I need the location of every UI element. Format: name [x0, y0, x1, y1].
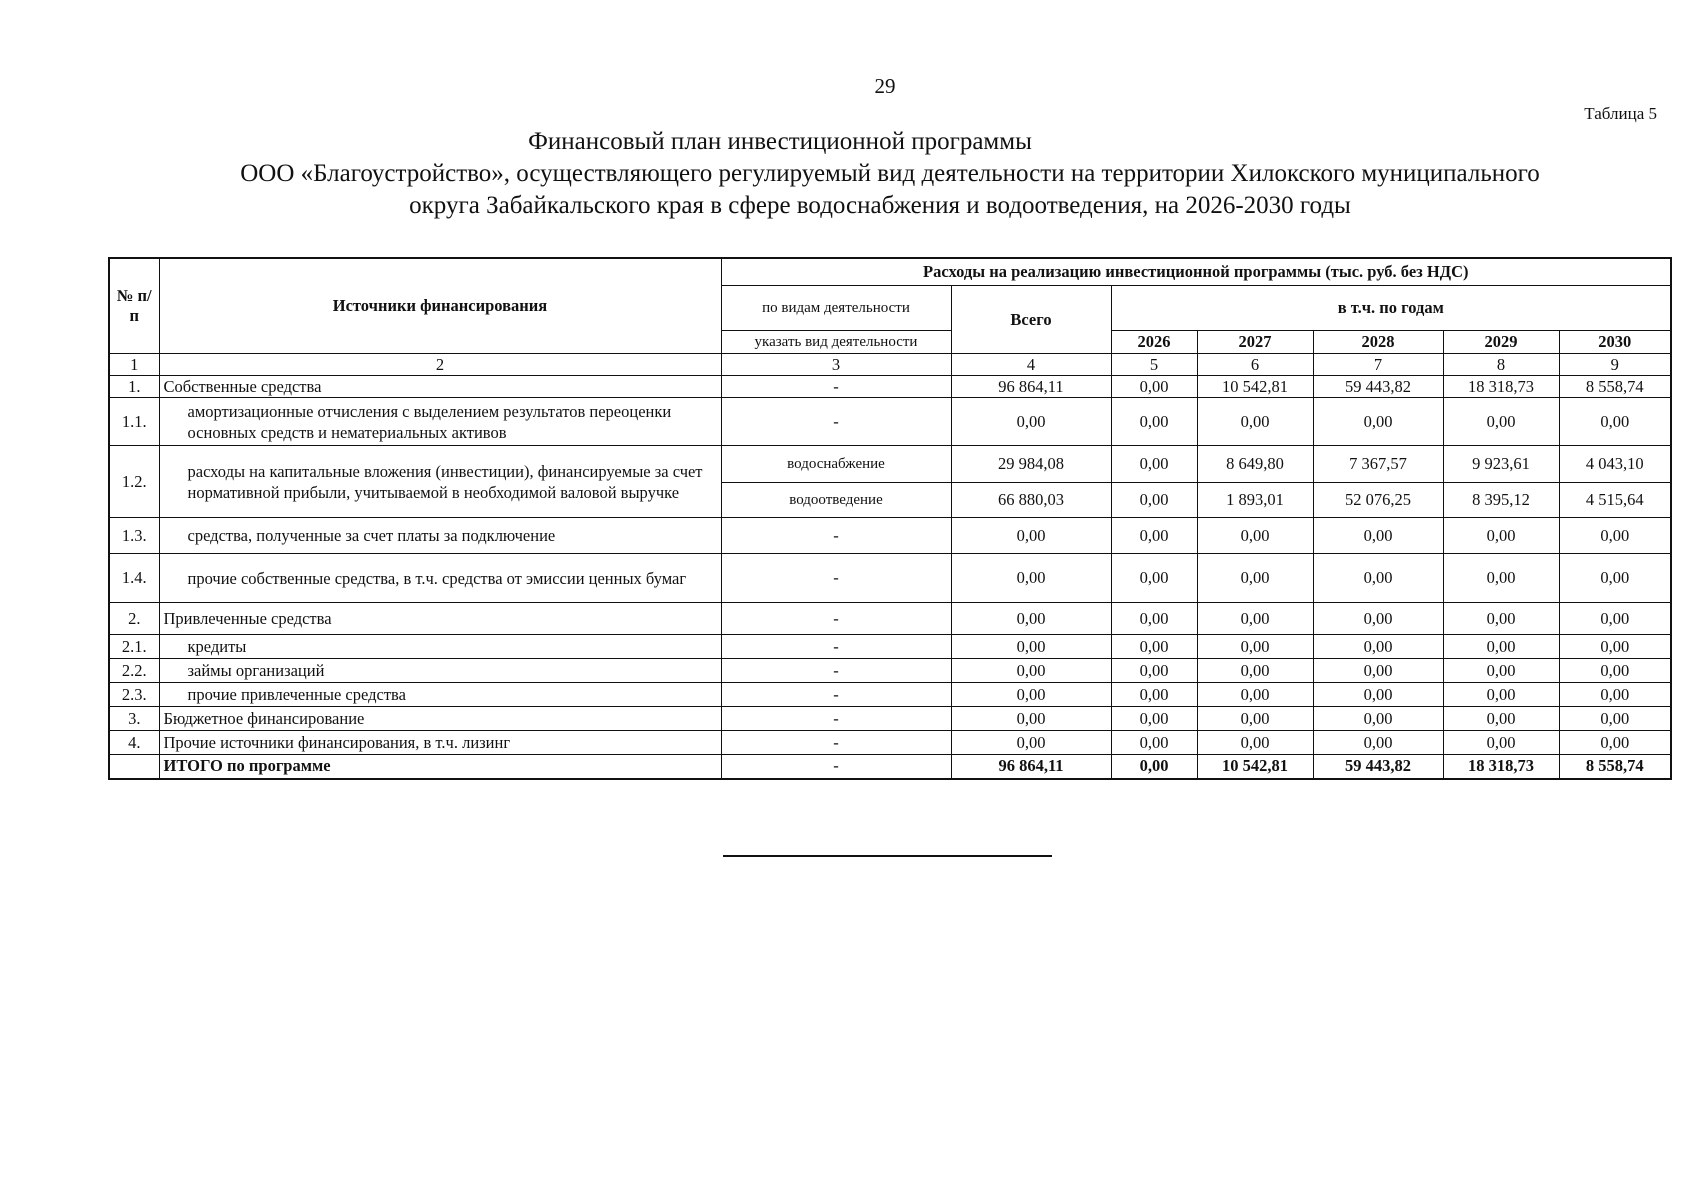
col-number: 6: [1197, 354, 1313, 376]
row-activity: -: [721, 398, 951, 446]
row-year-value: 0,00: [1111, 446, 1197, 483]
page-number: 29: [874, 74, 896, 98]
row-total: 0,00: [951, 518, 1111, 554]
row-total: 0,00: [951, 554, 1111, 603]
row-num: 2.: [109, 603, 159, 635]
row-num: 1.1.: [109, 398, 159, 446]
row-num: 2.1.: [109, 635, 159, 659]
col-number: 8: [1443, 354, 1559, 376]
table-row: [109, 707, 1671, 731]
row-num: 2.3.: [109, 683, 159, 707]
row-year-value: 8 649,80: [1197, 446, 1313, 483]
row-year-value: 0,00: [1111, 683, 1197, 707]
row-year-value: 0,00: [1443, 603, 1559, 635]
col-number: 9: [1559, 354, 1671, 376]
table-row: [109, 554, 1671, 603]
row-year-value: 4 043,10: [1559, 446, 1671, 483]
table-row: [109, 446, 1671, 483]
row-num: 3.: [109, 707, 159, 731]
row-year-value: 7 367,57: [1313, 446, 1443, 483]
row-year-value: 0,00: [1313, 603, 1443, 635]
row-activity: -: [721, 755, 951, 779]
row-year-value: 0,00: [1111, 483, 1197, 518]
header-year: 2028: [1313, 331, 1443, 354]
header-sources: Источники финансирования: [159, 258, 721, 354]
row-year-value: 0,00: [1111, 518, 1197, 554]
header-num: № п/п: [109, 258, 159, 354]
row-total: 0,00: [951, 683, 1111, 707]
document-title-line-2: ООО «Благоустройство», осуществляющего регулируемый вид деятельности на территории Хилокского муниципального: [240, 160, 1540, 187]
row-source: Собственные средства: [159, 376, 721, 398]
row-year-value: 18 318,73: [1443, 376, 1559, 398]
row-year-value: 0,00: [1111, 603, 1197, 635]
row-year-value: 0,00: [1111, 731, 1197, 755]
row-year-value: 0,00: [1443, 659, 1559, 683]
row-year-value: 9 923,61: [1443, 446, 1559, 483]
row-year-value: 0,00: [1197, 707, 1313, 731]
row-year-value: 0,00: [1111, 376, 1197, 398]
row-year-value: 0,00: [1559, 683, 1671, 707]
row-total: 0,00: [951, 659, 1111, 683]
row-num: 1.3.: [109, 518, 159, 554]
row-total: 0,00: [951, 731, 1111, 755]
row-year-value: 0,00: [1443, 683, 1559, 707]
row-num: 1.: [109, 376, 159, 398]
row-year-value: 0,00: [1197, 683, 1313, 707]
row-year-value: 8 558,74: [1559, 755, 1671, 779]
row-source: Прочие источники финансирования, в т.ч. лизинг: [159, 731, 721, 755]
document-title-line-1: Финансовый план инвестиционной программы: [528, 128, 1032, 155]
row-year-value: 0,00: [1313, 635, 1443, 659]
row-year-value: 0,00: [1443, 398, 1559, 446]
header-total: Всего: [951, 286, 1111, 354]
row-year-value: 59 443,82: [1313, 376, 1443, 398]
row-total: 0,00: [951, 603, 1111, 635]
row-activity: -: [721, 707, 951, 731]
row-activity: -: [721, 376, 951, 398]
row-year-value: 0,00: [1559, 398, 1671, 446]
header-year: 2030: [1559, 331, 1671, 354]
row-year-value: 10 542,81: [1197, 376, 1313, 398]
row-year-value: 1 893,01: [1197, 483, 1313, 518]
col-number: 2: [159, 354, 721, 376]
row-activity: -: [721, 635, 951, 659]
row-total: 0,00: [951, 398, 1111, 446]
row-year-value: 0,00: [1197, 731, 1313, 755]
row-year-value: 0,00: [1313, 398, 1443, 446]
row-year-value: 8 395,12: [1443, 483, 1559, 518]
row-year-value: 0,00: [1313, 659, 1443, 683]
financial-plan-table: [108, 257, 1672, 780]
header-year: 2029: [1443, 331, 1559, 354]
row-year-value: 0,00: [1559, 603, 1671, 635]
row-activity: водоснабжение: [721, 446, 951, 483]
col-number: 1: [109, 354, 159, 376]
row-num: 4.: [109, 731, 159, 755]
row-year-value: 0,00: [1111, 707, 1197, 731]
row-year-value: 0,00: [1559, 659, 1671, 683]
row-year-value: 0,00: [1111, 398, 1197, 446]
row-year-value: 0,00: [1313, 683, 1443, 707]
row-year-value: 52 076,25: [1313, 483, 1443, 518]
row-source: Привлеченные средства: [159, 603, 721, 635]
row-source: средства, полученные за счет платы за подключение: [159, 518, 721, 554]
row-year-value: 0,00: [1197, 518, 1313, 554]
row-year-value: 0,00: [1559, 554, 1671, 603]
row-year-value: 0,00: [1443, 707, 1559, 731]
row-year-value: 0,00: [1443, 518, 1559, 554]
row-year-value: 4 515,64: [1559, 483, 1671, 518]
row-year-value: 8 558,74: [1559, 376, 1671, 398]
header-by-years: в т.ч. по годам: [1111, 286, 1671, 331]
row-year-value: 0,00: [1111, 554, 1197, 603]
end-rule: [723, 855, 1052, 857]
col-number: 5: [1111, 354, 1197, 376]
row-source: ИТОГО по программе: [159, 755, 721, 779]
header-year: 2027: [1197, 331, 1313, 354]
row-year-value: 0,00: [1197, 603, 1313, 635]
column-number-row: [109, 354, 1671, 376]
table-row: [109, 731, 1671, 755]
row-year-value: 18 318,73: [1443, 755, 1559, 779]
row-year-value: 0,00: [1313, 554, 1443, 603]
row-total: 0,00: [951, 635, 1111, 659]
row-year-value: 0,00: [1559, 635, 1671, 659]
row-total: 29 984,08: [951, 446, 1111, 483]
header-year: 2026: [1111, 331, 1197, 354]
row-year-value: 59 443,82: [1313, 755, 1443, 779]
row-year-value: 0,00: [1197, 659, 1313, 683]
row-year-value: 0,00: [1559, 518, 1671, 554]
row-year-value: 0,00: [1443, 554, 1559, 603]
row-activity: -: [721, 518, 951, 554]
header-specify-activity: указать вид деятельности: [721, 331, 951, 354]
row-year-value: 0,00: [1111, 755, 1197, 779]
total-row: [109, 755, 1671, 779]
row-year-value: 10 542,81: [1197, 755, 1313, 779]
row-activity: -: [721, 603, 951, 635]
row-year-value: 0,00: [1197, 398, 1313, 446]
row-activity: -: [721, 731, 951, 755]
row-year-value: 0,00: [1313, 707, 1443, 731]
table-row: [109, 518, 1671, 554]
col-number: 4: [951, 354, 1111, 376]
row-num: 1.2.: [109, 446, 159, 518]
row-num: 1.4.: [109, 554, 159, 603]
row-activity: -: [721, 554, 951, 603]
header-by-activity: по видам деятельности: [721, 286, 951, 331]
row-year-value: 0,00: [1313, 518, 1443, 554]
row-source: амортизационные отчисления с выделением результатов переоценки основных средств и нематериальных активов: [159, 398, 721, 446]
table-row: [109, 659, 1671, 683]
row-activity: -: [721, 659, 951, 683]
row-year-value: 0,00: [1197, 635, 1313, 659]
col-number: 3: [721, 354, 951, 376]
row-year-value: 0,00: [1443, 635, 1559, 659]
row-num: 2.2.: [109, 659, 159, 683]
row-source: прочие собственные средства, в т.ч. средства от эмиссии ценных бумаг: [159, 554, 721, 603]
row-source: кредиты: [159, 635, 721, 659]
table-row: [109, 635, 1671, 659]
table-row: [109, 376, 1671, 398]
col-number: 7: [1313, 354, 1443, 376]
row-activity: водоотведение: [721, 483, 951, 518]
row-num: [109, 755, 159, 779]
row-year-value: 0,00: [1559, 707, 1671, 731]
row-source: займы организаций: [159, 659, 721, 683]
row-total: 66 880,03: [951, 483, 1111, 518]
row-year-value: 0,00: [1111, 659, 1197, 683]
row-year-value: 0,00: [1197, 554, 1313, 603]
document-title-line-3: округа Забайкальского края в сфере водоснабжения и водоотведения, на 2026-2030 годы: [409, 192, 1351, 219]
row-source: расходы на капитальные вложения (инвестиции), финансируемые за счет нормативной прибыли, учитываемой в необходимой валовой выручке: [159, 446, 721, 518]
table-label: Таблица 5: [1584, 104, 1657, 123]
row-total: 96 864,11: [951, 755, 1111, 779]
row-year-value: 0,00: [1443, 731, 1559, 755]
row-activity: -: [721, 683, 951, 707]
row-total: 0,00: [951, 707, 1111, 731]
row-total: 96 864,11: [951, 376, 1111, 398]
row-year-value: 0,00: [1111, 635, 1197, 659]
row-year-value: 0,00: [1559, 731, 1671, 755]
table-row: [109, 398, 1671, 446]
table-row: [109, 603, 1671, 635]
table-row: [109, 683, 1671, 707]
row-source: Бюджетное финансирование: [159, 707, 721, 731]
row-year-value: 0,00: [1313, 731, 1443, 755]
row-source: прочие привлеченные средства: [159, 683, 721, 707]
header-expenses: Расходы на реализацию инвестиционной программы (тыс. руб. без НДС): [721, 258, 1671, 286]
